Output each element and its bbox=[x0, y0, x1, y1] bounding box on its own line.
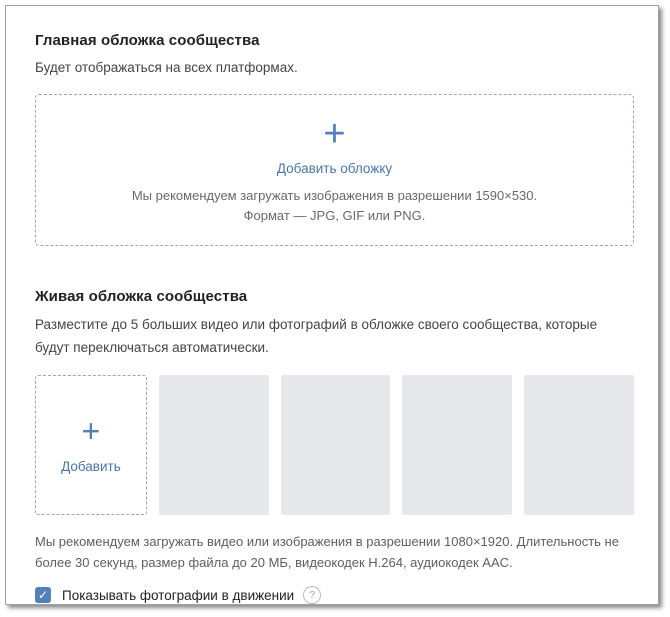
settings-panel bbox=[5, 5, 659, 605]
help-icon[interactable]: ? bbox=[303, 586, 321, 604]
live-cover-hint: Мы рекомендуем загружать видео или изображения в разрешении 1080×1920. Длительность не более 30 секунд, размер файла до 20 МБ, видеокодек H.264, аудиокодек AAC. bbox=[35, 533, 619, 570]
plus-icon: + bbox=[323, 112, 346, 155]
live-cover-title: Живая обложка сообщества bbox=[35, 288, 248, 306]
live-cover-description: Разместите до 5 больших видео или фотографий в обложке своего сообщества, которые будут переключаться автоматически. bbox=[35, 317, 598, 355]
live-cover-placeholder-tile bbox=[281, 375, 391, 515]
live-cover-placeholder-tile bbox=[159, 375, 269, 515]
live-cover-section bbox=[35, 288, 634, 604]
plus-icon: + bbox=[81, 413, 101, 450]
main-cover-upload-dropzone[interactable] bbox=[35, 94, 634, 246]
main-cover-hint-line2: Формат — JPG, GIF или PNG. bbox=[243, 207, 426, 223]
live-cover-placeholder-tile bbox=[524, 375, 634, 515]
motion-photos-row bbox=[35, 586, 634, 604]
live-cover-tiles-row bbox=[35, 375, 634, 515]
live-cover-add-label: Добавить bbox=[61, 459, 121, 475]
main-cover-subtitle: Будет отображаться на всех платформах. bbox=[35, 60, 298, 75]
main-cover-hint-line1: Мы рекомендуем загружать изображения в разрешении 1590×530. bbox=[131, 187, 538, 203]
live-cover-add-tile[interactable] bbox=[35, 375, 147, 515]
motion-photos-checkbox[interactable]: ✓ bbox=[35, 587, 51, 603]
add-cover-link[interactable]: Добавить обложку bbox=[276, 160, 393, 176]
motion-photos-label[interactable]: Показывать фотографии в движении bbox=[62, 587, 295, 603]
main-cover-title: Главная обложка сообщества bbox=[35, 32, 260, 49]
live-cover-placeholder-tile bbox=[402, 375, 512, 515]
main-cover-hint bbox=[132, 186, 537, 226]
main-cover-section bbox=[35, 32, 634, 246]
